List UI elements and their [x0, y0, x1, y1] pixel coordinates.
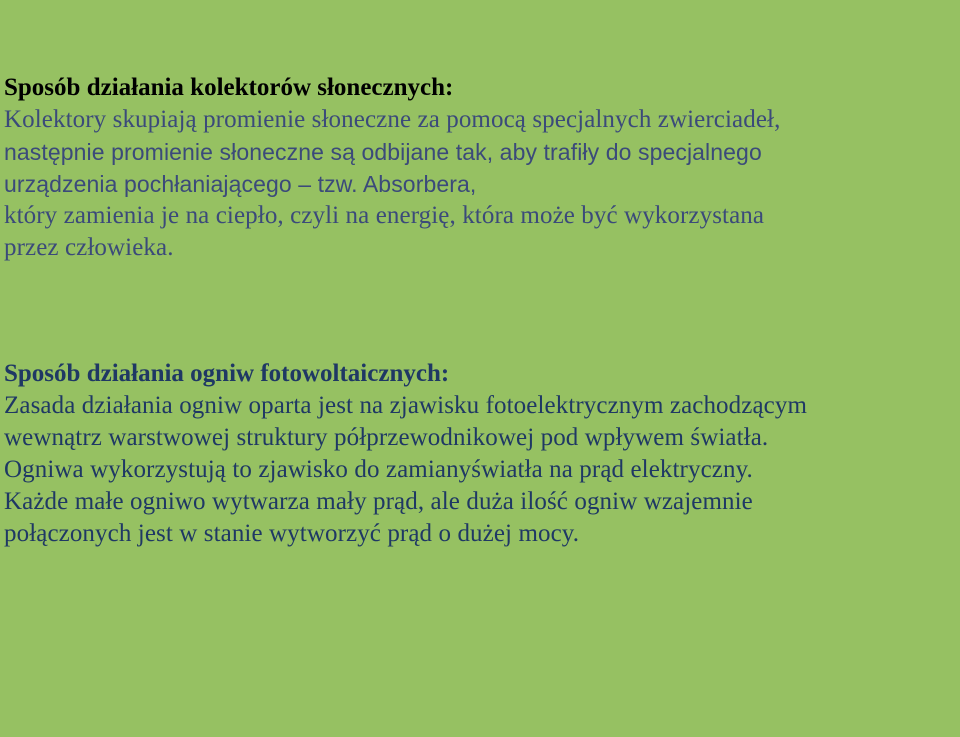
solar-collectors-line-4: który zamienia je na ciepło, czyli na energię, która może być wykorzystana	[4, 202, 765, 229]
photovoltaic-cells-line-3: Ogniwa wykorzystują to zjawisko do zamianyświatła na prąd elektryczny.	[4, 456, 753, 483]
photovoltaic-cells-section	[4, 358, 954, 550]
photovoltaic-cells-line-1: Zasada działania ogniw oparta jest na zjawisku fotoelektrycznym zachodzącym	[4, 392, 807, 419]
photovoltaic-cells-line-5: połączonych jest w stanie wytworzyć prąd o dużej mocy.	[4, 520, 580, 547]
photovoltaic-cells-line-4: Każde małe ogniwo wytwarza mały prąd, ale duża ilość ogniw wzajemnie	[4, 488, 753, 515]
photovoltaic-cells-heading: Sposób działania ogniw fotowoltaicznych:	[4, 360, 450, 387]
solar-collectors-line-5: przez człowieka.	[4, 234, 174, 261]
solar-collectors-section	[4, 72, 954, 264]
solar-collectors-line-1: Kolektory skupiają promienie słoneczne za pomocą specjalnych zwierciadeł,	[4, 106, 781, 133]
photovoltaic-cells-line-2: wewnątrz warstwowej struktury półprzewodnikowej pod wpływem światła.	[4, 424, 769, 451]
solar-collectors-heading: Sposób działania kolektorów słonecznych:	[4, 74, 454, 101]
solar-collectors-line-3: urządzenia pochłaniającego – tzw. Absorbera,	[4, 171, 477, 197]
solar-collectors-line-2: następnie promienie słoneczne są odbijane tak, aby trafiły do specjalnego	[4, 139, 762, 165]
